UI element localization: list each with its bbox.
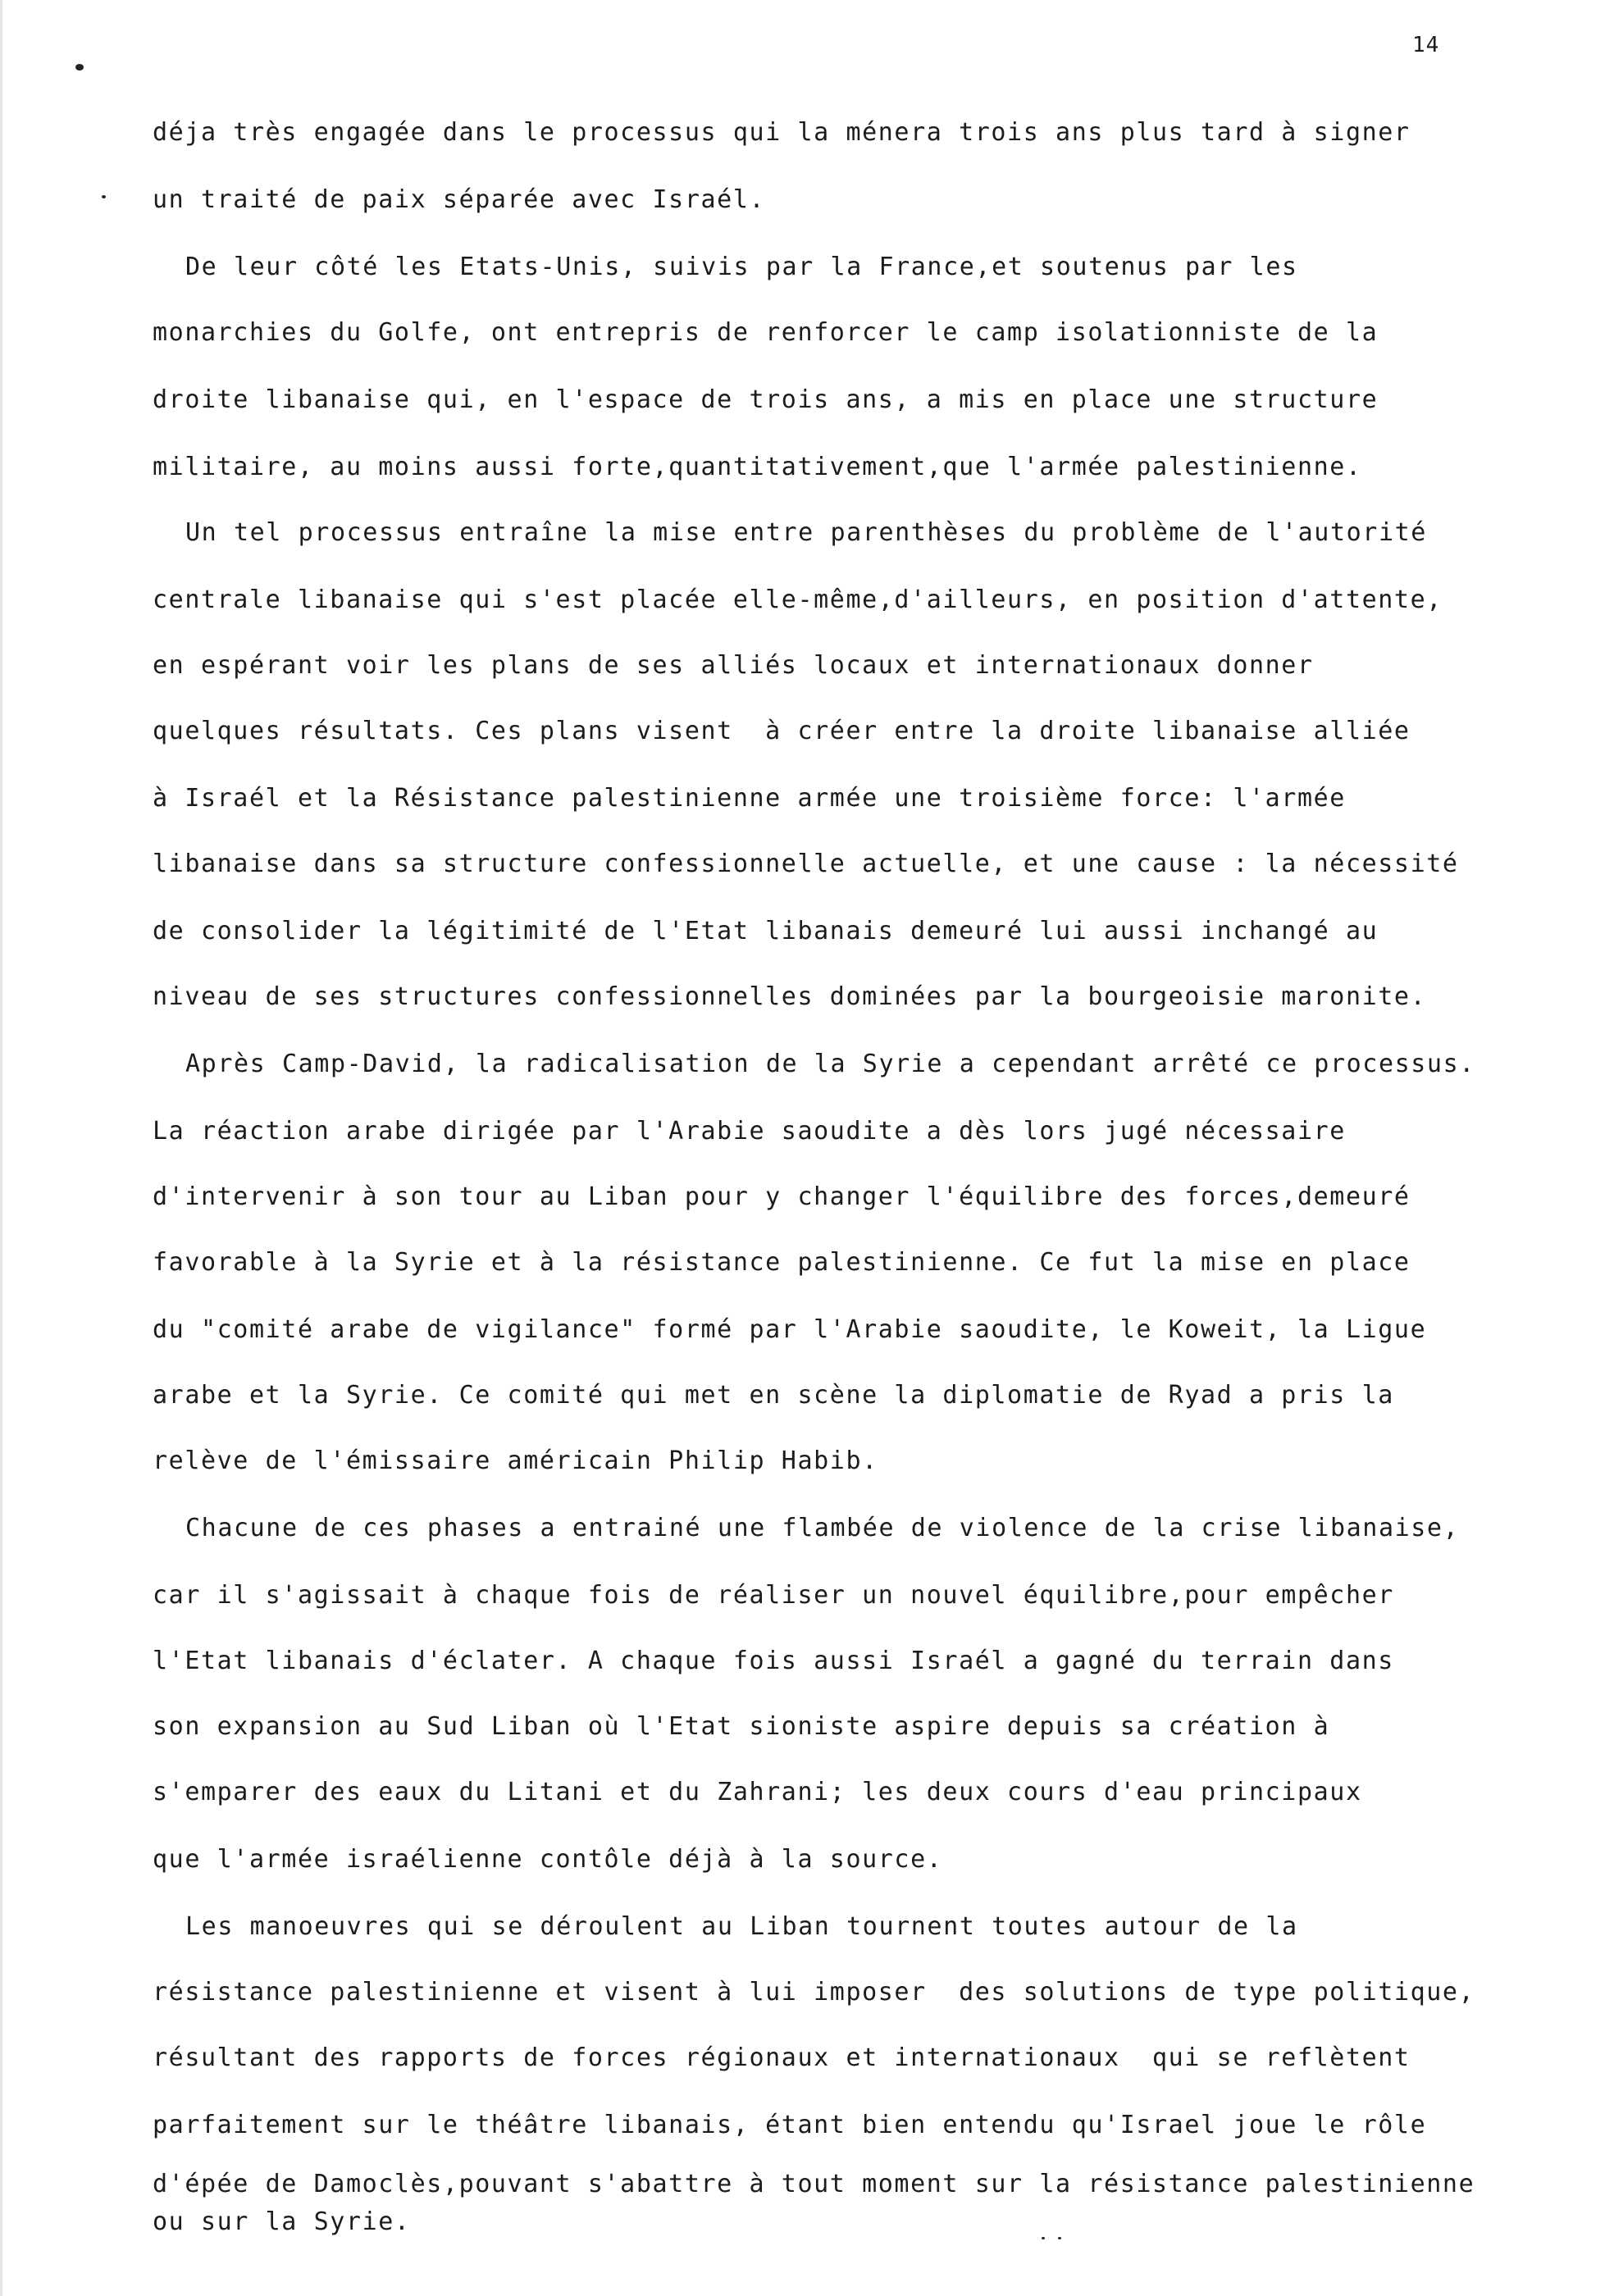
text-line: monarchies du Golfe, ont entrepris de renforcer le camp isolationniste de la bbox=[153, 318, 1379, 347]
text-line: que l'armée israélienne contôle déjà à la source. bbox=[153, 1845, 943, 1874]
text-line: ou sur la Syrie. bbox=[153, 2207, 411, 2236]
text-line: arabe et la Syrie. Ce comité qui met en scène la diplomatie de Ryad a pris la bbox=[153, 1381, 1394, 1410]
ink-speck bbox=[1058, 2237, 1061, 2239]
text-line: à Israél et la Résistance palestinienne armée une troisième force: l'armée bbox=[153, 784, 1346, 813]
text-line: car il s'agissait à chaque fois de réaliser un nouvel équilibre,pour empêcher bbox=[153, 1581, 1394, 1610]
page-edge bbox=[0, 0, 2, 2296]
text-line: droite libanaise qui, en l'espace de trois ans, a mis en place une structure bbox=[153, 385, 1379, 414]
text-line: de consolider la légitimité de l'Etat libanais demeuré lui aussi inchangé au bbox=[153, 917, 1379, 945]
text-line: centrale libanaise qui s'est placée elle-même,d'ailleurs, en position d'attente, bbox=[153, 585, 1443, 614]
paragraph-start-line: Les manoeuvres qui se déroulent au Liban tournent toutes autour de la bbox=[185, 1912, 1298, 1941]
paragraph-start-line: Chacune de ces phases a entrainé une flambée de violence de la crise libanaise, bbox=[185, 1514, 1460, 1542]
ink-speck bbox=[102, 195, 106, 198]
paragraph-start-line: Après Camp-David, la radicalisation de la Syrie a cependant arrêté ce processus. bbox=[185, 1050, 1475, 1078]
text-line: s'emparer des eaux du Litani et du Zahrani; les deux cours d'eau principaux bbox=[153, 1778, 1362, 1806]
paragraph-start-line: De leur côté les Etats-Unis, suivis par la France,et soutenus par les bbox=[185, 253, 1298, 281]
text-line: résultant des rapports de forces régionaux et internationaux qui se reflètent bbox=[153, 2043, 1411, 2072]
page-number: 14 bbox=[1412, 33, 1440, 57]
text-line: La réaction arabe dirigée par l'Arabie saoudite a dès lors jugé nécessaire bbox=[153, 1117, 1346, 1146]
text-line: d'épée de Damoclès,pouvant s'abattre à tout moment sur la résistance palestinienne bbox=[153, 2170, 1475, 2198]
text-line: niveau de ses structures confessionnelles dominées par la bourgeoisie maronite. bbox=[153, 982, 1427, 1011]
text-line: d'intervenir à son tour au Liban pour y changer l'équilibre des forces,demeuré bbox=[153, 1182, 1411, 1211]
text-line: en espérant voir les plans de ses alliés locaux et internationaux donner bbox=[153, 651, 1314, 680]
text-line: parfaitement sur le théâtre libanais, étant bien entendu qu'Israel joue le rôle bbox=[153, 2111, 1427, 2139]
text-line: militaire, au moins aussi forte,quantitativement,que l'armée palestinienne. bbox=[153, 453, 1362, 481]
text-line: déja très engagée dans le processus qui la ménera trois ans plus tard à signer bbox=[153, 118, 1411, 147]
text-line: son expansion au Sud Liban où l'Etat sioniste aspire depuis sa création à bbox=[153, 1712, 1330, 1741]
text-line: l'Etat libanais d'éclater. A chaque fois aussi Israél a gagné du terrain dans bbox=[153, 1647, 1394, 1675]
text-line: quelques résultats. Ces plans visent à créer entre la droite libanaise alliée bbox=[153, 717, 1411, 745]
text-line: du "comité arabe de vigilance" formé par l'Arabie saoudite, le Koweit, la Ligue bbox=[153, 1315, 1427, 1344]
text-line: un traité de paix séparée avec Israél. bbox=[153, 185, 766, 214]
ink-speck bbox=[1042, 2237, 1045, 2239]
text-line: résistance palestinienne et visent à lui imposer des solutions de type politique, bbox=[153, 1978, 1475, 2007]
text-line: libanaise dans sa structure confessionnelle actuelle, et une cause : la nécessité bbox=[153, 850, 1459, 878]
text-line: favorable à la Syrie et à la résistance palestinienne. Ce fut la mise en place bbox=[153, 1248, 1411, 1277]
ink-speck bbox=[75, 64, 84, 71]
text-line: relève de l'émissaire américain Philip Habib. bbox=[153, 1446, 878, 1475]
paragraph-start-line: Un tel processus entraîne la mise entre parenthèses du problème de l'autorité bbox=[185, 518, 1427, 547]
